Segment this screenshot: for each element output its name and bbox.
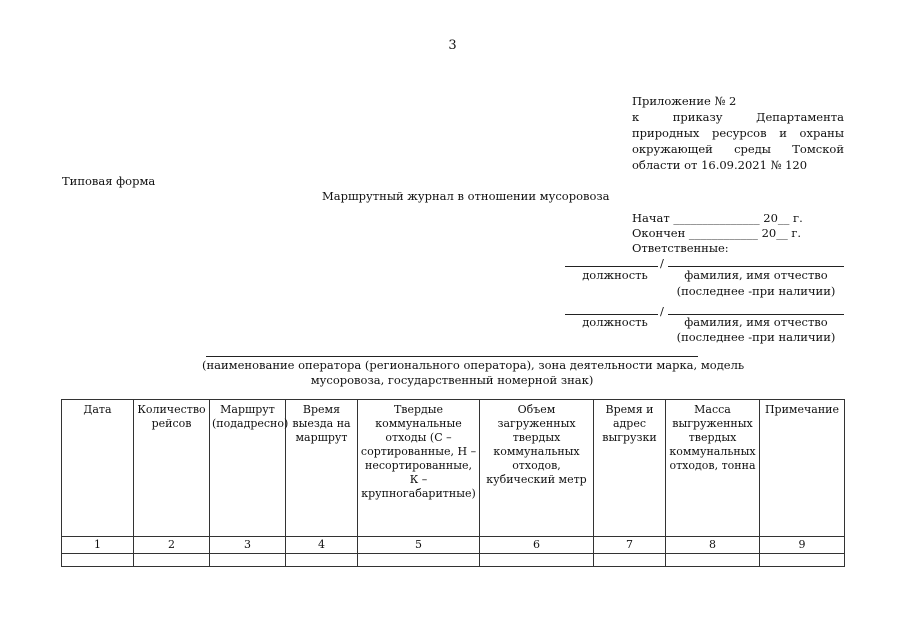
empty-cell <box>480 554 594 567</box>
signature-2-name-label: фамилия, имя отчество <box>684 315 828 329</box>
table-numbers-row <box>62 537 845 554</box>
column-number: 6 <box>480 537 594 554</box>
column-number: 8 <box>666 537 760 554</box>
empty-cell <box>134 554 210 567</box>
header-unload-time-address: Время и адрес выгрузки <box>594 400 666 537</box>
empty-cell <box>760 554 845 567</box>
journal-title: Маршрутный журнал в отношении мусоровоза <box>322 189 610 203</box>
page-number: 3 <box>448 38 457 53</box>
appendix-line-5: области от 16.09.2021 № 120 <box>632 158 808 172</box>
started-date-line: Начат _______________ 20__ г. <box>632 211 803 225</box>
signature-1-name-label: фамилия, имя отчество <box>684 268 828 282</box>
header-trips-count: Количество рейсов <box>134 400 210 537</box>
signature-2-slash: / <box>660 304 664 318</box>
header-waste-volume: Объем загруженных твердых коммунальных отходов, кубический метр <box>480 400 594 537</box>
header-note: Примечание <box>760 400 845 537</box>
form-type-label: Типовая форма <box>62 174 156 188</box>
header-date: Дата <box>62 400 134 537</box>
signature-2-position-label: должность <box>582 315 648 329</box>
signature-1-position-line <box>565 266 658 267</box>
signature-1-name-note: (последнее -при наличии) <box>676 284 836 298</box>
appendix-line-1: Приложение № 2 <box>632 94 737 108</box>
column-number: 7 <box>594 537 666 554</box>
signature-1-slash: / <box>660 256 664 270</box>
signature-1-name-line <box>668 266 844 267</box>
appendix-line-3: природных ресурсов и охраны <box>632 126 844 140</box>
empty-cell <box>62 554 134 567</box>
column-number: 9 <box>760 537 845 554</box>
table-header-row <box>62 400 845 537</box>
empty-cell <box>358 554 480 567</box>
column-number: 5 <box>358 537 480 554</box>
appendix-line-4: окружающей среды Томской <box>632 142 844 156</box>
responsible-label: Ответственные: <box>632 241 729 255</box>
empty-cell <box>594 554 666 567</box>
column-number: 3 <box>210 537 286 554</box>
column-number: 2 <box>134 537 210 554</box>
header-waste-mass: Масса выгруженных твердых коммунальных отходов, тонна <box>666 400 760 537</box>
ended-date-line: Окончен ____________ 20__ г. <box>632 226 802 240</box>
column-number: 4 <box>286 537 358 554</box>
appendix-line-2: к приказу Департамента <box>632 110 844 124</box>
empty-cell <box>666 554 760 567</box>
operator-line <box>206 356 698 357</box>
header-waste-type: Твердые коммунальные отходы (С – сортированные, Н – несортированные, К – крупногабаритные) <box>358 400 480 537</box>
empty-cell <box>210 554 286 567</box>
table-empty-row <box>62 554 845 567</box>
signature-1-position-label: должность <box>582 268 648 282</box>
column-number: 1 <box>62 537 134 554</box>
route-journal-table <box>61 399 845 567</box>
empty-cell <box>286 554 358 567</box>
signature-2-name-note: (последнее -при наличии) <box>676 330 836 344</box>
operator-caption-line-2: мусоровоза, государственный номерной знак) <box>310 373 594 387</box>
header-departure-time: Время выезда на маршрут <box>286 400 358 537</box>
operator-caption-line-1: (наименование оператора (регионального оператора), зона деятельности марка, модель <box>202 358 745 372</box>
appendix-block <box>632 93 844 173</box>
header-route: Маршрут (подадресно) <box>210 400 286 537</box>
